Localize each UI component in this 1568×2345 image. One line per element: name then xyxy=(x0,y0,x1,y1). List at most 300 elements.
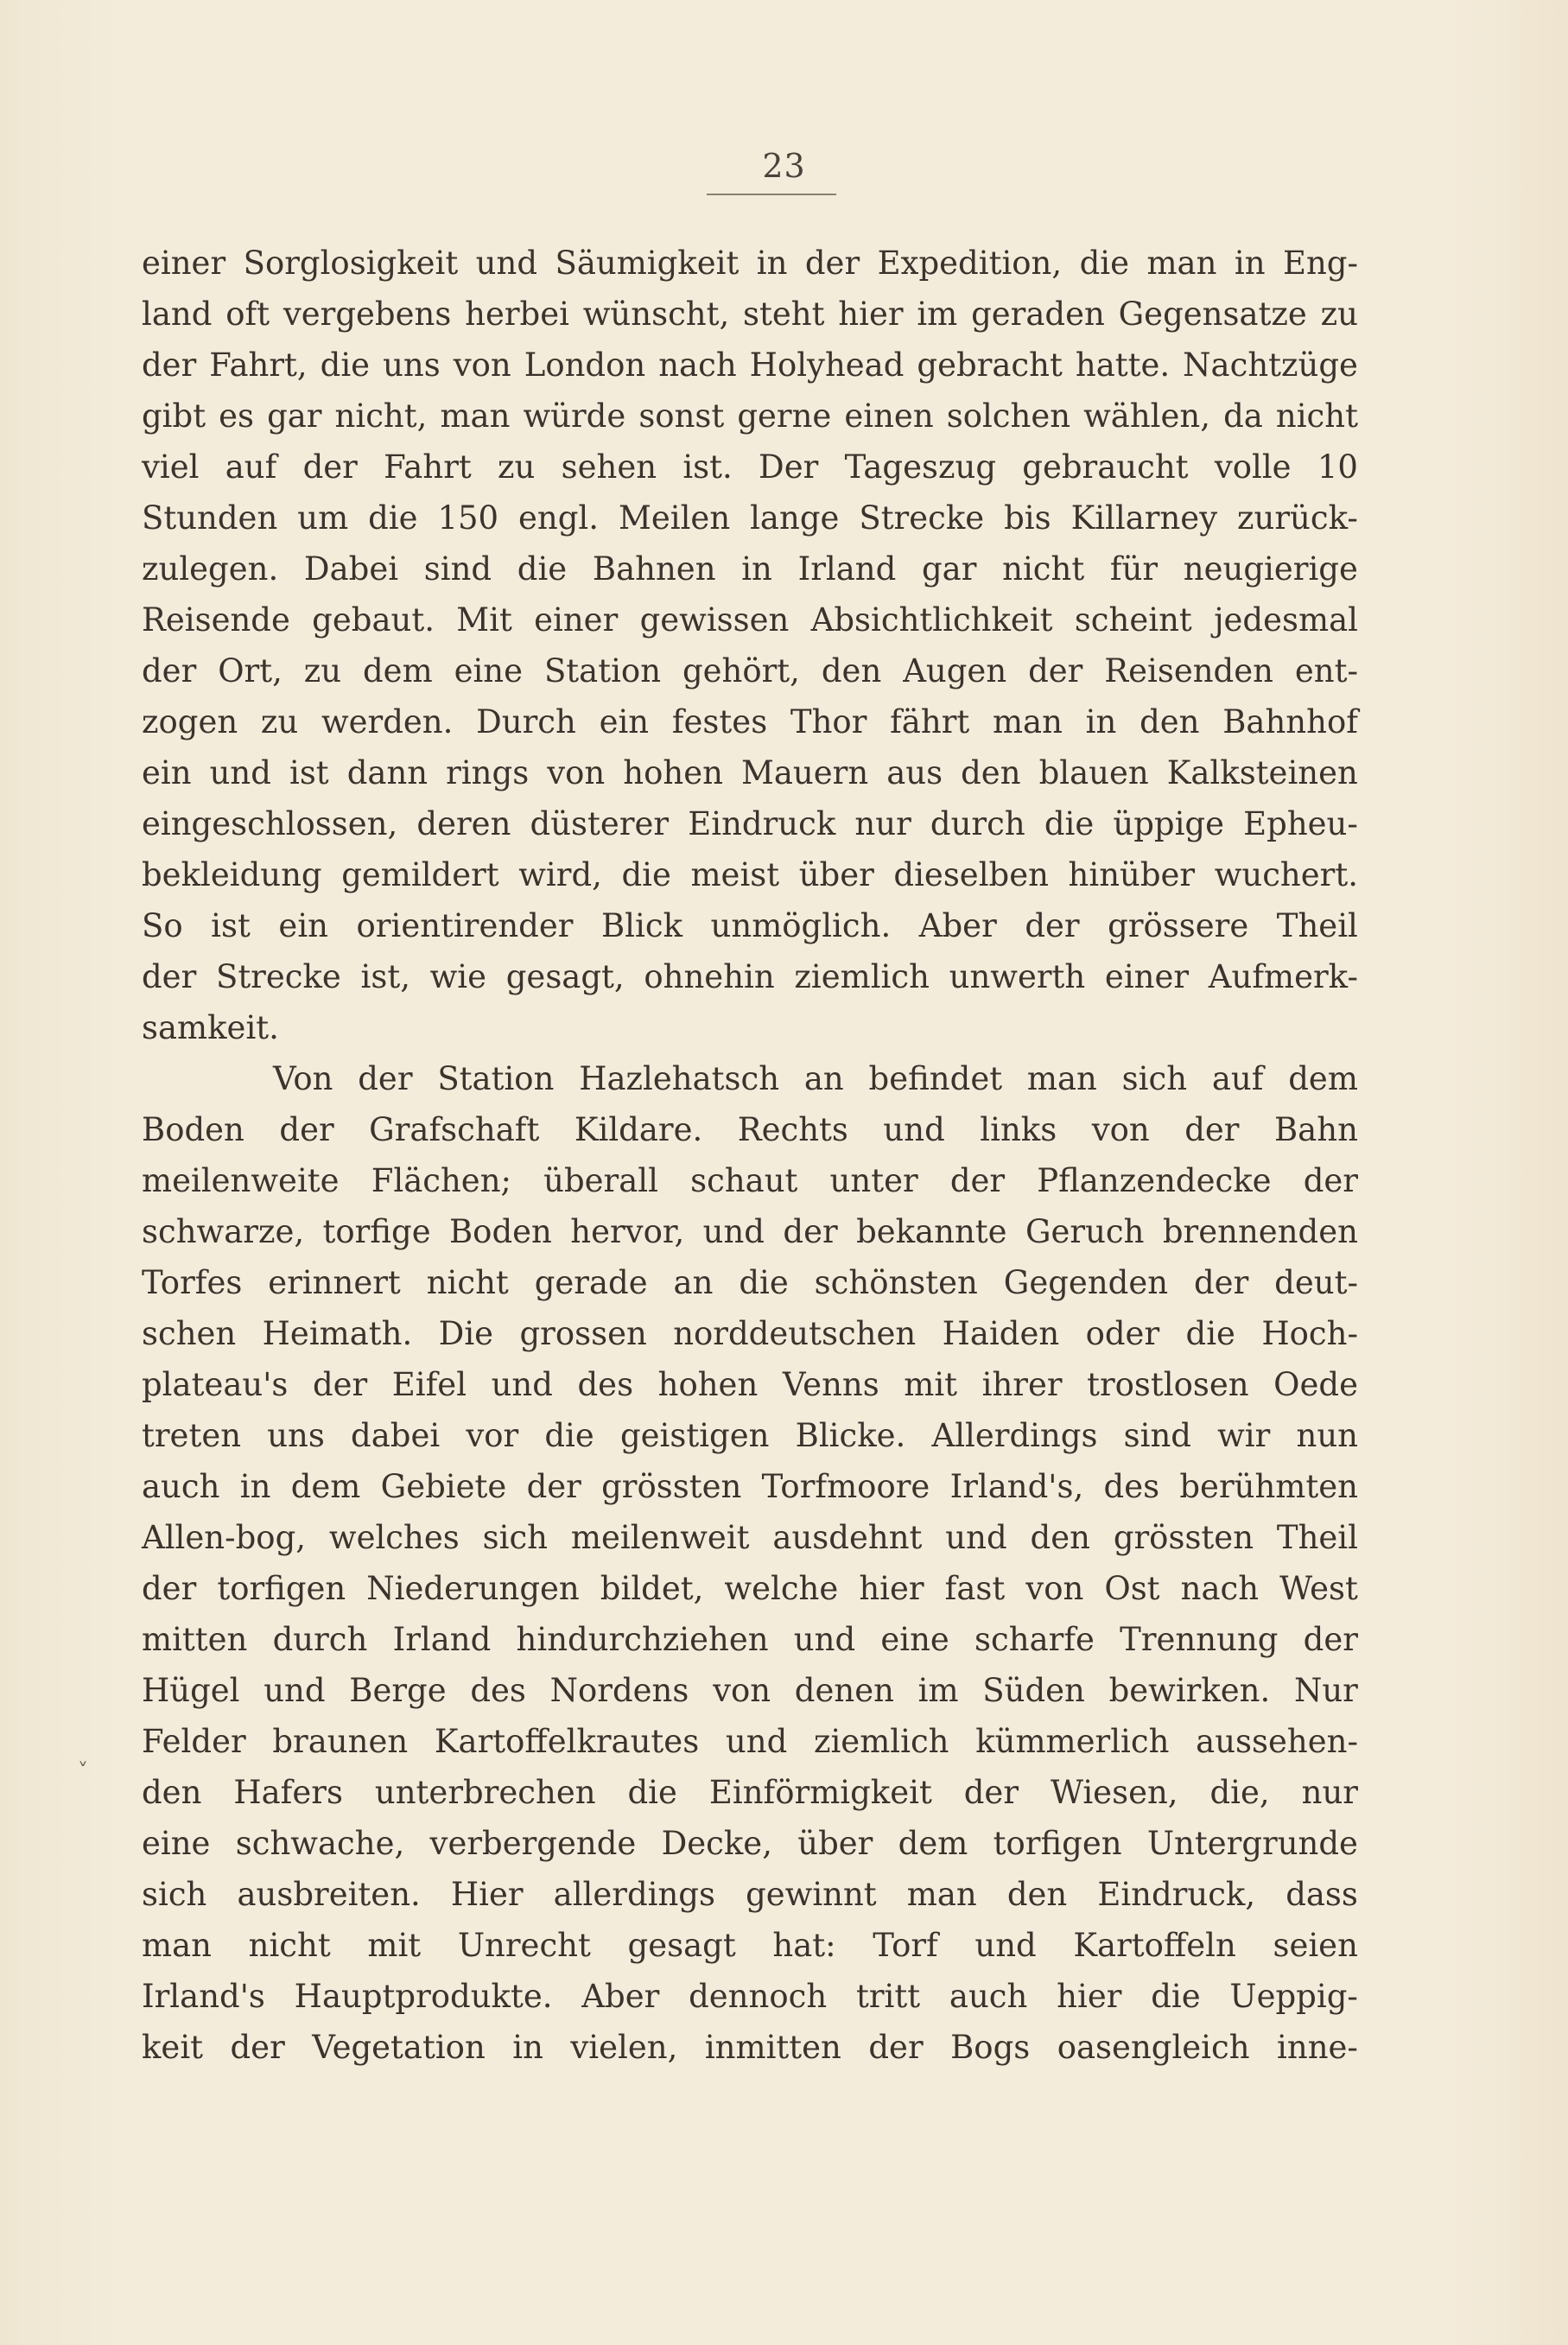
text-word: ist xyxy=(211,907,251,944)
text-word: gerade xyxy=(534,1264,648,1301)
text-word: Kalksteinen xyxy=(1166,754,1358,791)
text-word: ist, xyxy=(360,958,410,995)
text-word: nicht xyxy=(248,1927,331,1964)
text-word: einer xyxy=(142,245,226,282)
text-word: Gegenden xyxy=(1003,1264,1169,1301)
text-word: meilenweite xyxy=(142,1162,340,1199)
text-word: sonst xyxy=(638,397,725,435)
text-word: da xyxy=(1223,397,1263,435)
text-word: scheint xyxy=(1074,601,1192,639)
text-word: die xyxy=(621,856,671,893)
text-word: ausbreiten. xyxy=(237,1876,421,1913)
text-word: Pflanzendecke xyxy=(1037,1162,1272,1199)
text-word: vergebens xyxy=(282,296,452,333)
text-word: dabei xyxy=(351,1417,441,1454)
text-word: von xyxy=(1025,1570,1084,1607)
text-word: Irland's, xyxy=(949,1468,1084,1505)
text-word: auf xyxy=(225,448,277,486)
text-word: Heimath. xyxy=(262,1315,413,1352)
text-word: der xyxy=(868,2029,924,2066)
text-word: plateau's xyxy=(142,1366,289,1403)
text-word: sich xyxy=(142,1876,207,1913)
text-word: schwarze, xyxy=(142,1213,305,1250)
text-word: der xyxy=(949,1162,1006,1199)
body-text xyxy=(142,238,1358,2073)
text-word: Niederungen xyxy=(366,1570,580,1607)
text-word: Torfes xyxy=(142,1264,243,1301)
text-word: der xyxy=(142,958,197,995)
text-word: Aufmerk- xyxy=(1208,958,1358,995)
text-word: Killarney xyxy=(1070,499,1218,537)
text-word: erinnert xyxy=(268,1264,401,1301)
text-line xyxy=(142,1665,1358,1716)
text-word: Sorglosigkeit xyxy=(243,245,459,282)
text-word: Aber xyxy=(581,1978,660,2015)
text-word: zu xyxy=(303,652,342,690)
text-word: norddeutschen xyxy=(673,1315,917,1352)
text-word: nicht xyxy=(1275,397,1358,435)
text-word: schwache, xyxy=(235,1825,405,1862)
text-word: des xyxy=(577,1366,634,1403)
text-line xyxy=(142,391,1358,442)
text-word: in xyxy=(756,245,788,282)
text-word: grössten xyxy=(601,1468,742,1505)
text-word: Haiden xyxy=(942,1315,1060,1352)
text-word: Irland's xyxy=(142,1978,265,2015)
text-word: Hafers xyxy=(233,1774,343,1811)
text-word: Eindruck, xyxy=(1097,1876,1256,1913)
text-word: Oede xyxy=(1273,1366,1358,1403)
text-word: meilenweit xyxy=(570,1519,750,1556)
text-word: würde xyxy=(523,397,626,435)
text-word: sich xyxy=(1121,1060,1188,1097)
text-word: fährt xyxy=(890,703,970,740)
text-word: Augen xyxy=(903,652,1007,690)
text-word: tritt xyxy=(855,1978,921,2015)
text-word: Hazlehatsch xyxy=(579,1060,780,1097)
text-word: viel xyxy=(142,448,200,486)
text-word: verbergende xyxy=(429,1825,637,1862)
text-word: ein xyxy=(278,907,328,944)
text-word: zurück- xyxy=(1237,499,1358,537)
text-word: Vegetation xyxy=(312,2029,486,2066)
text-word: werden. xyxy=(321,703,454,740)
text-word: land xyxy=(142,296,213,333)
text-word: von xyxy=(453,346,511,384)
text-word: nur xyxy=(854,805,911,842)
text-word: hier xyxy=(838,296,904,333)
text-line xyxy=(142,1410,1358,1461)
text-word: ist xyxy=(289,754,329,791)
text-word: Rechts xyxy=(737,1111,848,1148)
text-word: der xyxy=(312,1366,368,1403)
text-word: Torfmoore xyxy=(761,1468,930,1505)
text-word: jedesmal xyxy=(1214,601,1358,639)
text-word: hat: xyxy=(772,1927,836,1964)
text-word: man xyxy=(906,1876,977,1913)
text-word: Station xyxy=(437,1060,555,1097)
text-word: Bogs xyxy=(950,2029,1031,2066)
text-word: den xyxy=(1006,1876,1068,1913)
text-word: überall xyxy=(543,1162,658,1199)
text-word: eingeschlossen, xyxy=(142,805,398,842)
text-word: befindet xyxy=(868,1060,1003,1097)
text-word: gerne xyxy=(737,397,832,435)
text-word: Mauern xyxy=(740,754,869,791)
text-line xyxy=(142,1512,1358,1563)
text-line xyxy=(142,238,1358,289)
text-word: Nur xyxy=(1293,1672,1358,1709)
text-line xyxy=(142,798,1358,849)
text-word: der xyxy=(1303,1621,1358,1658)
text-word: Unrecht xyxy=(457,1927,591,1964)
text-line xyxy=(142,1155,1358,1206)
text-word: eine xyxy=(142,1825,211,1862)
text-word: Bahn xyxy=(1273,1111,1358,1148)
text-word: kümmerlich xyxy=(975,1723,1170,1760)
text-line xyxy=(142,849,1358,900)
text-word: geraden xyxy=(971,296,1105,333)
text-word: die xyxy=(739,1264,789,1301)
text-word: zogen xyxy=(142,703,238,740)
text-line xyxy=(142,289,1358,340)
text-word: bis xyxy=(1004,499,1051,537)
margin-mark: ˬ xyxy=(78,1741,88,1765)
text-word: ziemlich xyxy=(813,1723,949,1760)
text-word: dem xyxy=(290,1468,361,1505)
text-word: Theil xyxy=(1276,1519,1358,1556)
text-word: Die xyxy=(438,1315,494,1352)
text-word: üppige xyxy=(1113,805,1224,842)
text-word: Fahrt, xyxy=(209,346,308,384)
text-word: der xyxy=(1028,652,1083,690)
text-line xyxy=(142,1920,1358,1971)
text-word: für xyxy=(1109,550,1159,588)
text-word: Reisende xyxy=(142,601,290,639)
text-word: Einförmigkeit xyxy=(708,1774,932,1811)
text-word: dennoch xyxy=(689,1978,828,2015)
text-word: Gebiete xyxy=(380,1468,507,1505)
text-word: vor xyxy=(466,1417,519,1454)
text-word: in xyxy=(1234,245,1266,282)
text-word: nach xyxy=(1180,1570,1260,1607)
text-word: Hügel xyxy=(142,1672,240,1709)
text-word: torfigen xyxy=(217,1570,346,1607)
text-word: nicht xyxy=(426,1264,509,1301)
text-word: dieselben xyxy=(893,856,1049,893)
text-word: volle xyxy=(1214,448,1292,486)
text-word: ziemlich xyxy=(794,958,930,995)
text-word: grossen xyxy=(519,1315,647,1352)
text-word: Eng- xyxy=(1282,245,1358,282)
text-word: oasengleich xyxy=(1057,2029,1250,2066)
text-word: oft xyxy=(225,296,270,333)
text-word: Süden xyxy=(982,1672,1085,1709)
text-line xyxy=(142,645,1358,696)
text-word: und xyxy=(209,754,271,791)
text-word: ist. xyxy=(682,448,733,486)
text-word: Boden xyxy=(142,1111,244,1148)
text-word: ent- xyxy=(1294,652,1358,690)
text-word: von xyxy=(547,754,606,791)
text-word: brennenden xyxy=(1162,1213,1358,1250)
text-word: oder xyxy=(1085,1315,1160,1352)
text-word: Allen-bog, xyxy=(142,1519,307,1556)
text-line xyxy=(142,1716,1358,1767)
text-word: dem xyxy=(1288,1060,1358,1097)
text-word: nun xyxy=(1296,1417,1358,1454)
text-line xyxy=(142,1002,1358,1053)
text-word: gebaut. xyxy=(312,601,435,639)
text-word: bekleidung xyxy=(142,856,322,893)
text-word: mit xyxy=(367,1927,422,1964)
text-word: in xyxy=(741,550,772,588)
text-word: Nordens xyxy=(549,1672,689,1709)
text-word: Stunden xyxy=(142,499,278,537)
text-word: denen xyxy=(794,1672,894,1709)
text-line xyxy=(142,594,1358,645)
text-word: auch xyxy=(142,1468,220,1505)
text-word: welche xyxy=(724,1570,839,1607)
text-word: wir xyxy=(1217,1417,1271,1454)
text-word: zulegen. xyxy=(142,550,279,588)
text-word: die xyxy=(1185,1315,1235,1352)
text-line xyxy=(142,1767,1358,1818)
text-word: Venns xyxy=(782,1366,879,1403)
text-word: Ueppig- xyxy=(1229,1978,1358,2015)
text-word: in xyxy=(512,2029,543,2066)
text-line xyxy=(142,543,1358,594)
text-word: Wiesen, xyxy=(1050,1774,1178,1811)
text-word: hinüber xyxy=(1068,856,1196,893)
text-word: gibt xyxy=(142,397,206,435)
text-word: schönsten xyxy=(814,1264,978,1301)
text-word: Strecke xyxy=(215,958,341,995)
text-word: an xyxy=(673,1264,714,1301)
text-word: Boden xyxy=(448,1213,552,1250)
text-word: schen xyxy=(142,1315,237,1352)
text-word: hohen xyxy=(657,1366,759,1403)
text-line xyxy=(142,442,1358,493)
text-word: geistigen xyxy=(619,1417,770,1454)
text-word: braunen xyxy=(272,1723,409,1760)
text-word: mitten xyxy=(142,1621,248,1658)
text-word: gebracht xyxy=(917,346,1063,384)
text-word: Durch xyxy=(476,703,576,740)
text-word: uns xyxy=(267,1417,325,1454)
text-word: ihrer xyxy=(981,1366,1063,1403)
text-word: Der xyxy=(759,448,819,486)
text-word: Meilen xyxy=(618,499,731,537)
text-word: man xyxy=(992,703,1063,740)
text-word: Kartoffelkrautes xyxy=(434,1723,700,1760)
text-line xyxy=(142,696,1358,747)
text-word: London xyxy=(524,346,646,384)
text-word: Nachtzüge xyxy=(1183,346,1358,384)
text-word: Säumigkeit xyxy=(555,245,740,282)
text-word: Allerdings xyxy=(931,1417,1098,1454)
text-word: sind xyxy=(423,550,492,588)
text-word: um xyxy=(297,499,349,537)
text-word: Blicke. xyxy=(795,1417,906,1454)
text-word: der xyxy=(142,346,197,384)
text-word: unter xyxy=(829,1162,918,1199)
text-word: durch xyxy=(930,805,1025,842)
text-word: wie xyxy=(429,958,487,995)
text-word: und xyxy=(945,1519,1007,1556)
text-word: den xyxy=(961,754,1021,791)
text-word: Ort, xyxy=(218,652,282,690)
text-word: zu xyxy=(1320,296,1358,333)
text-word: Von xyxy=(273,1060,333,1097)
text-word: den xyxy=(1030,1519,1090,1556)
text-word: Eindruck xyxy=(688,805,836,842)
text-word: dem xyxy=(362,652,433,690)
text-word: einen xyxy=(844,397,934,435)
text-word: gewinnt xyxy=(746,1876,877,1913)
text-word: Absichtlichkeit xyxy=(810,601,1053,639)
text-word: von xyxy=(713,1672,771,1709)
text-line xyxy=(142,1104,1358,1155)
text-word: unwerth xyxy=(949,958,1086,995)
text-word: links xyxy=(980,1111,1057,1148)
text-line xyxy=(142,1971,1358,2022)
text-word: treten xyxy=(142,1417,242,1454)
text-word: nach xyxy=(658,346,737,384)
text-word: und xyxy=(263,1672,326,1709)
text-word: Felder xyxy=(142,1723,246,1760)
text-word: fast xyxy=(944,1570,1006,1607)
text-line xyxy=(142,493,1358,543)
text-word: Theil xyxy=(1276,907,1358,944)
text-word: grössten xyxy=(1113,1519,1254,1556)
text-word: gewissen xyxy=(639,601,790,639)
text-word: auf xyxy=(1211,1060,1264,1097)
text-word: Eifel xyxy=(391,1366,467,1403)
text-word: orientirender xyxy=(356,907,574,944)
text-word: Bahnen xyxy=(592,550,716,588)
text-word: man xyxy=(142,1927,212,1964)
text-word: der xyxy=(230,2029,285,2066)
text-word: und xyxy=(793,1621,856,1658)
text-line xyxy=(142,1257,1358,1308)
text-word: ein xyxy=(142,754,192,791)
text-word: gar xyxy=(921,550,977,588)
text-word: nicht, xyxy=(334,397,428,435)
text-word: die xyxy=(544,1417,594,1454)
text-word: Holyhead xyxy=(749,346,905,384)
text-word: sind xyxy=(1123,1417,1191,1454)
text-word: 10 xyxy=(1317,448,1358,486)
text-line xyxy=(142,1461,1358,1512)
text-word: sehen xyxy=(561,448,657,486)
text-word: Gegensatze xyxy=(1118,296,1307,333)
text-word: Dabei xyxy=(303,550,399,588)
text-word: meist xyxy=(690,856,780,893)
text-word: Mit xyxy=(456,601,512,639)
text-word: eine xyxy=(454,652,524,690)
text-word: hohen xyxy=(623,754,723,791)
text-word: man xyxy=(1146,245,1217,282)
page-number-rule xyxy=(707,194,836,195)
text-line xyxy=(142,1614,1358,1665)
text-word: Kildare. xyxy=(574,1111,703,1148)
text-word: dann xyxy=(346,754,429,791)
text-word: Strecke xyxy=(859,499,985,537)
text-word: die xyxy=(368,499,418,537)
text-word: Grafschaft xyxy=(369,1111,540,1148)
text-word: und xyxy=(475,245,538,282)
text-word: man xyxy=(440,397,511,435)
text-word: 150 xyxy=(437,499,499,537)
text-word: unmöglich. xyxy=(710,907,892,944)
text-word: dem xyxy=(898,1825,968,1862)
text-word: im xyxy=(917,1672,959,1709)
text-word: einer xyxy=(1104,958,1190,995)
text-word: wird, xyxy=(518,856,602,893)
text-word: den xyxy=(821,652,882,690)
text-word: Untergrunde xyxy=(1146,1825,1358,1862)
text-word: an xyxy=(803,1060,844,1097)
text-word: der xyxy=(358,1060,413,1097)
text-word: nur xyxy=(1301,1774,1358,1811)
text-word: Ost xyxy=(1104,1570,1160,1607)
text-word: seien xyxy=(1273,1927,1358,1964)
text-word: Torf xyxy=(873,1927,938,1964)
text-word: Geruch xyxy=(1025,1213,1145,1250)
text-word: torfige xyxy=(322,1213,431,1250)
text-line xyxy=(142,2022,1358,2073)
text-word: über xyxy=(798,856,874,893)
text-word: inmitten xyxy=(704,2029,841,2066)
text-word: die xyxy=(1079,245,1129,282)
text-word: engl. xyxy=(518,499,600,537)
text-word: der xyxy=(142,652,197,690)
text-line xyxy=(142,1869,1358,1920)
text-word: Hoch- xyxy=(1261,1315,1358,1352)
text-word: von xyxy=(1091,1111,1150,1148)
text-word: Irland xyxy=(797,550,897,588)
text-word: Blick xyxy=(600,907,682,944)
text-word: Epheu- xyxy=(1243,805,1358,842)
text-word: in xyxy=(1085,703,1117,740)
text-word: allerdings xyxy=(553,1876,715,1913)
text-word: Kartoffeln xyxy=(1073,1927,1236,1964)
text-word: die xyxy=(1044,805,1095,842)
text-word: zu xyxy=(260,703,299,740)
text-word: deren xyxy=(416,805,511,842)
text-word: hier xyxy=(859,1570,924,1607)
text-word: der xyxy=(783,1213,838,1250)
text-word: der xyxy=(302,448,358,486)
text-word: Berge xyxy=(349,1672,447,1709)
text-line xyxy=(142,1359,1358,1410)
text-word: gemildert xyxy=(341,856,499,893)
text-word: des xyxy=(1103,1468,1160,1505)
text-word: sich xyxy=(482,1519,548,1556)
text-word: inne- xyxy=(1277,2029,1358,2066)
text-word: düsterer xyxy=(530,805,670,842)
text-word: bekannte xyxy=(856,1213,1007,1250)
text-word: gesagt, xyxy=(505,958,625,995)
text-word: gehört, xyxy=(682,652,800,690)
text-word: der xyxy=(279,1111,334,1148)
text-word: hervor, xyxy=(570,1213,685,1250)
text-word: die xyxy=(517,550,568,588)
text-word: ein xyxy=(599,703,650,740)
text-word: Tageszug xyxy=(844,448,997,486)
text-word: Aber xyxy=(918,907,997,944)
